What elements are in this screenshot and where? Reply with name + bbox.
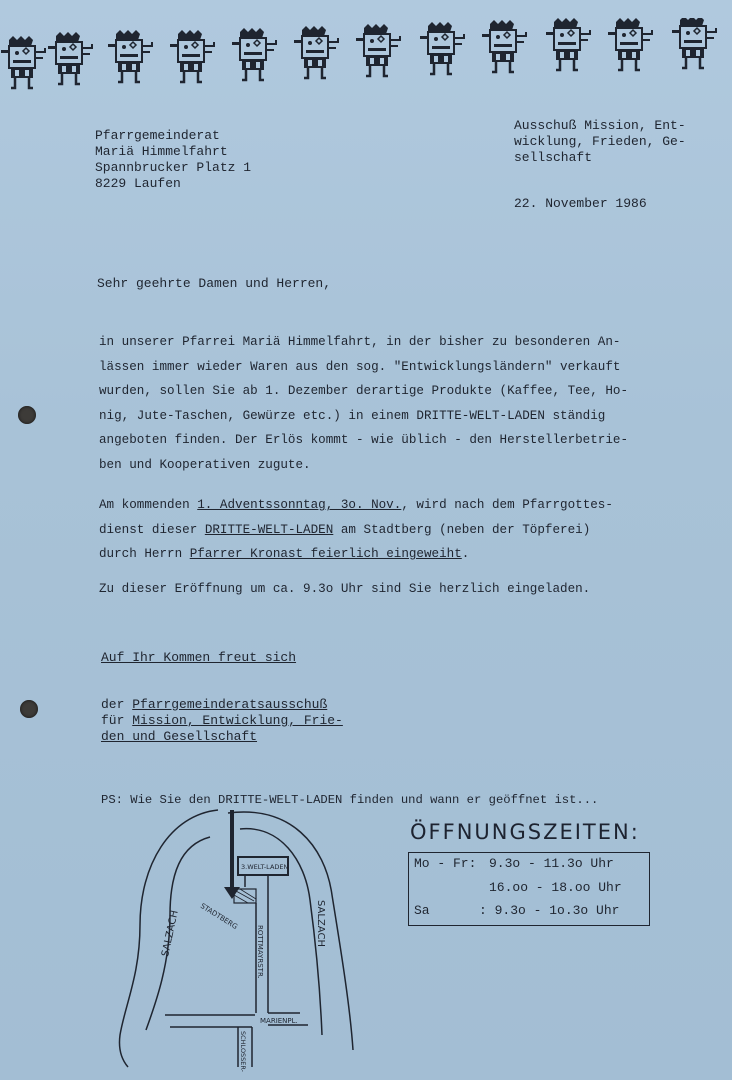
closing-line: Auf Ihr Kommen freut sich (101, 650, 297, 665)
river-label-left: SALZACH (160, 909, 181, 958)
paragraph-invitation: Zu dieser Eröffnung um ca. 9.3o Uhr sind Sie herzlich eingeladen. (99, 582, 591, 596)
body-line (99, 518, 613, 543)
square-label: MARIENPL. (260, 1017, 298, 1025)
body-line: angeboten finden. Der Erlös kommt - wie üblich - den Herstellerbetrie- (99, 433, 629, 447)
decorative-figure-border (0, 18, 732, 96)
text-span: Am kommenden (99, 498, 198, 512)
committee-name (514, 118, 686, 166)
sender-address (95, 128, 251, 192)
sender-line: 8229 Laufen (95, 176, 181, 191)
hours-day: Sa (414, 903, 430, 918)
postscript: PS: Wie Sie den DRITTE-WELT-LADEN finden und wann er geöffnet ist... (101, 793, 599, 807)
hours-day: Mo - Fr: (414, 856, 477, 871)
underlined-text: den und Gesellschaft (101, 729, 258, 744)
signature-block (101, 697, 343, 745)
body-line (99, 542, 613, 567)
letter-date: 22. November 1986 (514, 196, 647, 211)
body-line: nig, Jute-Taschen, Gewürze etc.) in einem DRITTE-WELT-LADEN ständig (99, 408, 606, 423)
signature-line (101, 729, 343, 745)
text-span: , wird nach dem Pfarrgottes- (401, 498, 613, 512)
shop-label: 3.WELT-LADEN (241, 863, 289, 871)
signature-line (101, 713, 343, 729)
body-line: lässen immer wieder Waren aus den sog. "Entwicklungsländern" verkauft (99, 359, 621, 374)
paragraph-intro (99, 330, 628, 477)
opening-hours-box (408, 852, 650, 926)
text-span: . (461, 547, 470, 561)
body-line: wurden, sollen Sie ab 1. Dezember derartige Produkte (Kaffee, Tee, Ho- (99, 384, 629, 398)
hatching-pattern (234, 889, 256, 903)
committee-line: Ausschuß Mission, Ent- (514, 118, 686, 133)
text-span: am Stadtberg (neben der Töpferei) (333, 522, 591, 537)
punch-hole (18, 406, 36, 424)
river-bank-inner-left (146, 837, 210, 1030)
underlined-text: Mission, Entwicklung, Frie- (132, 713, 343, 728)
body-line (99, 493, 613, 518)
text-span: dienst dieser (99, 522, 205, 537)
committee-line: wicklung, Frieden, Ge- (514, 134, 686, 149)
hours-time: 9.3o - 11.3o Uhr (489, 856, 614, 871)
street-label-stadtberg: STADTBERG (198, 901, 239, 932)
river-bank-inner-right (240, 829, 322, 1035)
salutation: Sehr geehrte Damen und Herren, (97, 276, 332, 291)
street-label-schlosser: SCHLOSSER- (239, 1031, 247, 1073)
text-span: der (101, 697, 133, 712)
committee-line: sellschaft (514, 150, 593, 165)
punch-hole (20, 700, 38, 718)
hours-time: : 9.3o - 1o.3o Uhr (479, 903, 620, 918)
sender-line: Mariä Himmelfahrt (95, 144, 228, 159)
street-label-rottmayr: ROTTMAYRSTR. (256, 925, 264, 979)
hours-time: 16.oo - 18.oo Uhr (489, 880, 622, 895)
body-line: in unserer Pfarrei Mariä Himmelfahrt, in der bisher zu besonderen An- (99, 335, 621, 349)
underlined-text: Pfarrgemeinderatsausschuß (132, 697, 328, 712)
underlined-consecration: Pfarrer Kronast feierlich eingeweiht (189, 547, 462, 561)
body-line: ben und Kooperativen zugute. (99, 457, 311, 472)
paragraph-opening (99, 493, 613, 567)
signature-line (101, 697, 343, 713)
opening-hours-title: ÖFFNUNGSZEITEN: (410, 820, 640, 844)
river-label-right: SALZACH (315, 900, 326, 947)
underlined-shop-name: DRITTE-WELT-LADEN (204, 522, 334, 537)
sender-line: Spannbrucker Platz 1 (95, 160, 252, 175)
figures-border-graphic (0, 18, 732, 96)
text-span: für (101, 713, 133, 728)
location-map (110, 805, 370, 1075)
text-span: durch Herrn (99, 547, 190, 561)
sender-line: Pfarrgemeinderat (95, 128, 220, 143)
underlined-date: 1. Adventssonntag, 3o. Nov. (197, 498, 402, 512)
